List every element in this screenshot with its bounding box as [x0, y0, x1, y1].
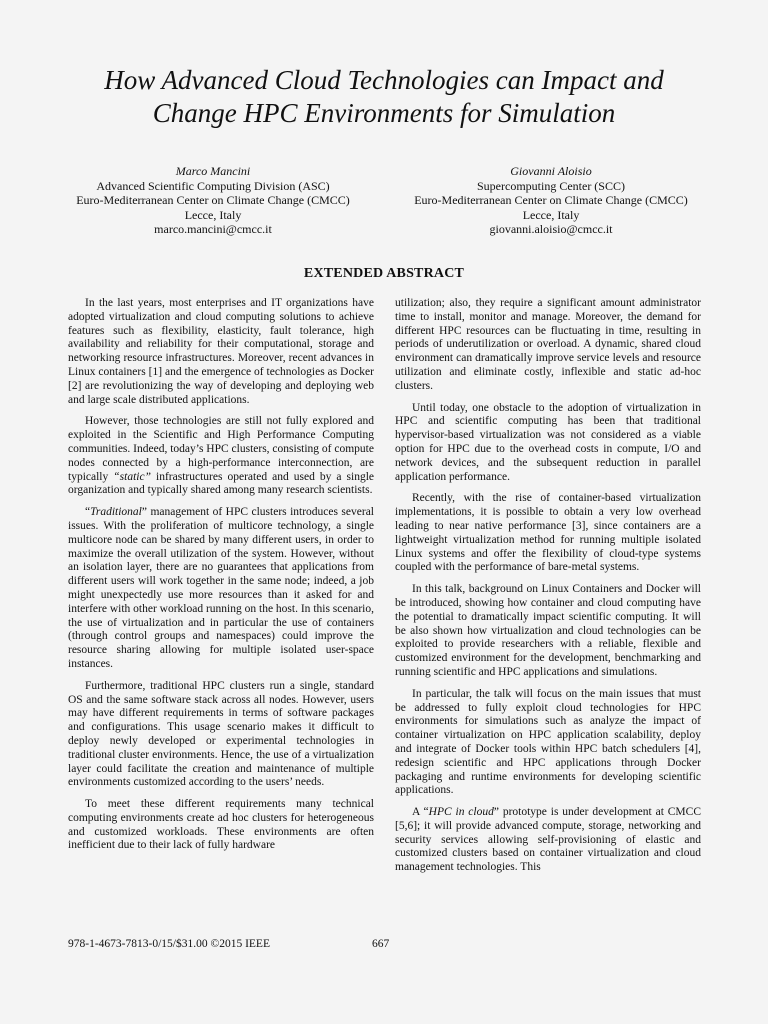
author-affiliation: Advanced Scientific Computing Division (ASC) — [96, 178, 330, 193]
emphasis-text: “static” — [113, 470, 151, 483]
body-column-left — [68, 297, 374, 861]
author-name: Marco Mancini — [175, 164, 251, 178]
paragraph-text: “ — [85, 506, 91, 519]
emphasis-text: HPC in cloud — [428, 806, 494, 819]
paragraph-text: ” prototype is under development at CMCC [5,6]; it will provide advanced compute, storage, networking and security services allowing self-provisioning of elastic and customized clusters based on container virtualization and cloud management technologies. This — [395, 806, 701, 874]
paper-title: How Advanced Cloud Technologies can Impact and Change HPC Environments for Simulation — [104, 65, 664, 128]
body-paragraph — [395, 297, 701, 394]
body-paragraph — [395, 806, 701, 875]
emphasis-text: Traditional — [90, 506, 142, 519]
body-paragraph — [68, 297, 374, 407]
footer-isbn: 978-1-4673-7813-0/15/$31.00 ©2015 IEEE — [68, 938, 270, 950]
paragraph-text: ” management of HPC clusters introduces several issues. With the proliferation of multicore technology, a single multicore node can be shared by many different users, in order to maximize the overall utilization of the system. However, without an isolation layer, there are no guarantees that applications from different users will work together in the same node; indeed, a job might unexpectedly use more resources than it asked for and interfere with other workload running on the host. In this scenario, the use of virtualization and in particular the use of containers (through control groups and namespaces) could improve the resource sharing allowing for multiple isolated user-space instances. — [68, 506, 374, 670]
body-paragraph — [68, 506, 374, 672]
paragraph-text: To meet these different requirements many technical computing environments create ad hoc clusters for heterogeneous and customized workloads. These environments are often inefficient due to their lack of fully hardware — [68, 798, 374, 852]
author-affiliation: Euro-Mediterranean Center on Climate Change (CMCC) — [76, 193, 350, 207]
body-paragraph — [395, 492, 701, 575]
author-location: Lecce, Italy — [184, 207, 242, 222]
author-block-right — [392, 164, 710, 237]
paragraph-text: Furthermore, traditional HPC clusters run a single, standard OS and the same software stack across all nodes. However, users may have different requirements in terms of software packages and configurations. This usage scenario makes it difficult to deploy newly developed or experimental technologies in traditional cluster environments. Hence, the use of a virtualization layer could facilitate the creation and maintenance of multiple environments customized according to the users’ needs. — [68, 679, 374, 789]
author-location: Lecce, Italy — [522, 207, 580, 222]
paragraph-text: Until today, one obstacle to the adoption of virtualization in HPC and scientific computing has been that traditional hypervisor-based virtualization was not considered as a viable option for HPC due to the overhead costs in compute, I/O and network devices, and the subsequent reduction in parallel application performance. — [395, 401, 701, 483]
paragraph-text: In this talk, background on Linux Containers and Docker will be introduced, showing how container and cloud computing have the potential to dramatically impact scientific computing. It will be also shown how virtualization and cloud technologies can be exploited to provide researchers with a reliable, flexible and customized environment for the development, benchmarking and running scientific and HPC applications and simulations. — [395, 583, 701, 678]
body-paragraph — [395, 402, 701, 485]
paragraph-text: A “ — [412, 806, 429, 819]
author-email: marco.mancini@cmcc.it — [154, 222, 272, 236]
author-email: giovanni.aloisio@cmcc.it — [489, 222, 613, 236]
paragraph-text: In the last years, most enterprises and IT organizations have adopted virtualization and cloud computing solutions to achieve features such as flexibility, elasticity, fault tolerance, high availability and reliability for their computational, storage and networking resource infrastructures. Moreover, recent advances in Linux containers [1] and the emergence of technologies as Docker [2] are revolutionizing the way of developing and deploying web and large scale distributed applications. — [68, 297, 374, 406]
section-heading: EXTENDED ABSTRACT — [303, 266, 465, 281]
paragraph-text: utilization; also, they require a significant amount administrator time to install, monitor and manage. Moreover, the demand for different HPC resources can be fluctuating in time, resulting in periods of underutilization or overload. A dynamic, shared cloud environment can dramatically improve service levels and resource utilization and eliminate costly, inflexible and static ad-hoc clusters. — [395, 297, 701, 392]
author-name: Giovanni Aloisio — [510, 164, 592, 178]
body-paragraph — [395, 688, 701, 798]
author-affiliation: Supercomputing Center (SCC) — [477, 178, 625, 193]
author-block-left — [54, 164, 372, 237]
body-column-right — [395, 297, 701, 883]
page-number: 667 — [372, 938, 390, 950]
body-paragraph — [395, 583, 701, 680]
body-paragraph — [68, 798, 374, 853]
paragraph-text: In particular, the talk will focus on the main issues that must be addressed to fully exploit cloud technologies for HPC environments for simulations such as analyze the impact of container virtualization on HPC application scalability, deploy and integrate of Docker tools within HPC batch schedulers [4], redesign scientific and HPC applications through Docker packaging and runtime environments for developing scientific applications. — [395, 687, 701, 797]
author-affiliation: Euro-Mediterranean Center on Climate Change (CMCC) — [414, 193, 688, 207]
body-paragraph — [68, 680, 374, 790]
paragraph-text: Recently, with the rise of container-based virtualization implementations, it is possible to obtain a very low overhead leading to near native performance [3], since containers are a lightweight virtualization method for running multiple isolated Linux systems and offer the flexibility of cloud-type systems coupled with the performance of bare-metal systems. — [395, 492, 701, 574]
paragraph-text: However, those technologies are still not fully explored and exploited in the Scientific and High Performance Computing communities. Indeed, today’s HPC clusters, consisting of compute nodes connected by a high-performance interconnection, are typically — [68, 415, 374, 483]
body-paragraph — [68, 415, 374, 498]
paragraph-text: infrastructures operated and used by a single organization and typically shared among many research scientists. — [68, 470, 374, 497]
